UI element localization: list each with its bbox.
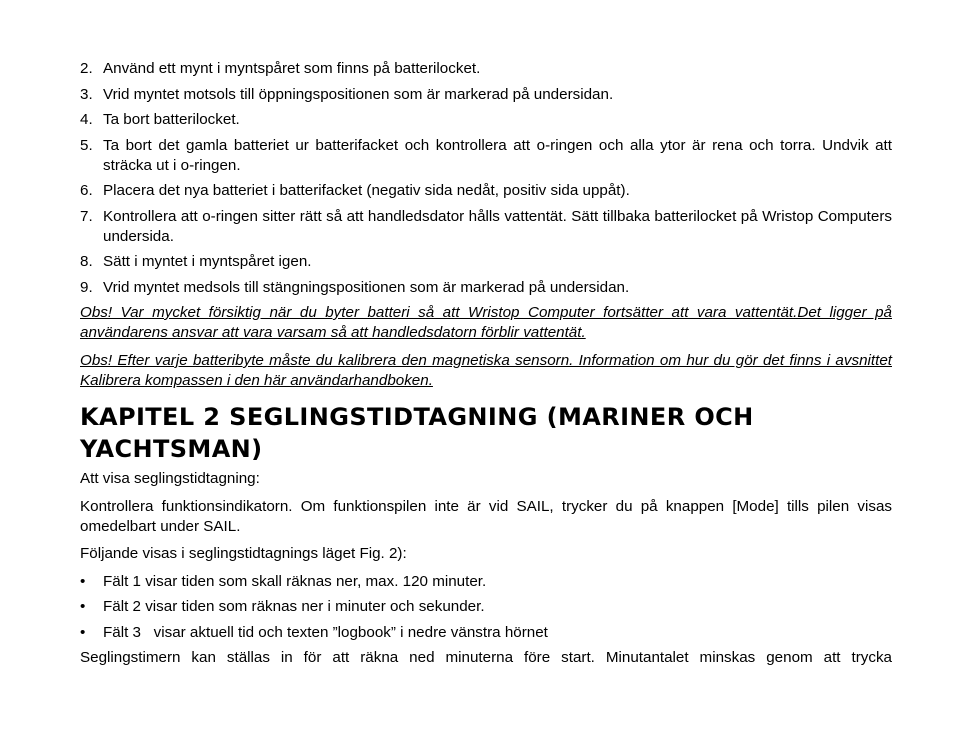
intro-text: Att visa seglingstidtagning: xyxy=(80,470,260,487)
bullet-text: Fält 1 visar tiden som skall räknas ner, max. 120 minuter. xyxy=(103,572,487,590)
step-text: Placera det nya batteriet i batterifacket (negativ sida nedåt, positiv sida uppåt). xyxy=(103,182,630,199)
step-text: Använd ett mynt i myntspåret som finns på batterilocket. xyxy=(103,60,481,77)
bullet-text: Fält 3 visar aktuell tid och texten ”logbook” i nedre vänstra hörnet xyxy=(103,623,548,641)
list-item xyxy=(80,85,892,105)
step-number: 2. xyxy=(80,60,93,77)
step-number: 3. xyxy=(80,85,93,103)
list-item xyxy=(80,59,892,79)
check-paragraph: Kontrollera funktionsindikatorn. Om funktionspilen inte är vid SAIL, trycker du på knappen [Mode] tills pilen visas omedelbart under SAIL. xyxy=(80,497,892,535)
list-item xyxy=(80,572,892,592)
step-text: Vrid myntet motsols till öppningspositionen som är markerad på undersidan. xyxy=(103,85,614,103)
display-paragraph: Följande visas i seglingstidtagnings läget Fig. 2): xyxy=(80,545,407,562)
list-item xyxy=(80,110,892,130)
list-item xyxy=(80,181,892,201)
step-number: 8. xyxy=(80,253,93,270)
list-item xyxy=(80,252,892,272)
list-item xyxy=(80,623,892,643)
list-item xyxy=(80,278,892,298)
step-text: Sätt i myntet i myntspåret igen. xyxy=(103,253,312,270)
bullet-marker: • xyxy=(80,623,86,641)
step-text: Ta bort batterilocket. xyxy=(103,111,240,128)
page-content xyxy=(80,59,892,668)
step-text: Ta bort det gamla batteriet ur batterifacket och kontrollera att o-ringen och alla ytor är rena och torra. Undvik att sträcka ut i o-ringen. xyxy=(103,136,892,174)
calibration-note: Obs! Efter varje batteribyte måste du kalibrera den magnetiska sensorn. Information om hur du gör det finns i avsnittet Kalibrera kompassen i den här användarhandboken. xyxy=(80,352,892,389)
chapter-heading: KAPITEL 2 SEGLINGSTIDTAGNING (MARINER OCH YACHTSMAN) xyxy=(80,403,754,463)
list-item xyxy=(80,207,892,247)
step-text: Vrid myntet medsols till stängningspositionen som är markerad på undersidan. xyxy=(103,278,630,296)
step-number: 6. xyxy=(80,182,93,199)
warning-note: Obs! Var mycket försiktig när du byter batteri så att Wristop Computer fortsätter att vara vattentät.Det ligger på användarens ansvar att vara varsam så att handledsdatorn förblir vattentät. xyxy=(80,304,892,341)
step-text: Kontrollera att o-ringen sitter rätt så att handledsdator hålls vattentät. Sätt tillbaka batterilocket på Wristop Computers undersida. xyxy=(103,207,892,245)
step-number: 4. xyxy=(80,111,93,128)
step-number: 5. xyxy=(80,136,93,154)
list-item xyxy=(80,136,892,176)
bullet-text: Fält 2 visar tiden som räknas ner i minuter och sekunder. xyxy=(103,598,485,615)
step-number: 9. xyxy=(80,278,93,296)
bullet-marker: • xyxy=(80,572,86,590)
list-item xyxy=(80,597,892,617)
field-bullet-list xyxy=(80,572,892,643)
step-number: 7. xyxy=(80,207,93,225)
timer-paragraph: Seglingstimern kan ställas in för att räkna ned minuterna före start. Minutantalet minskas genom att trycka xyxy=(80,649,892,666)
battery-steps-list xyxy=(80,59,892,298)
bullet-marker: • xyxy=(80,598,86,615)
